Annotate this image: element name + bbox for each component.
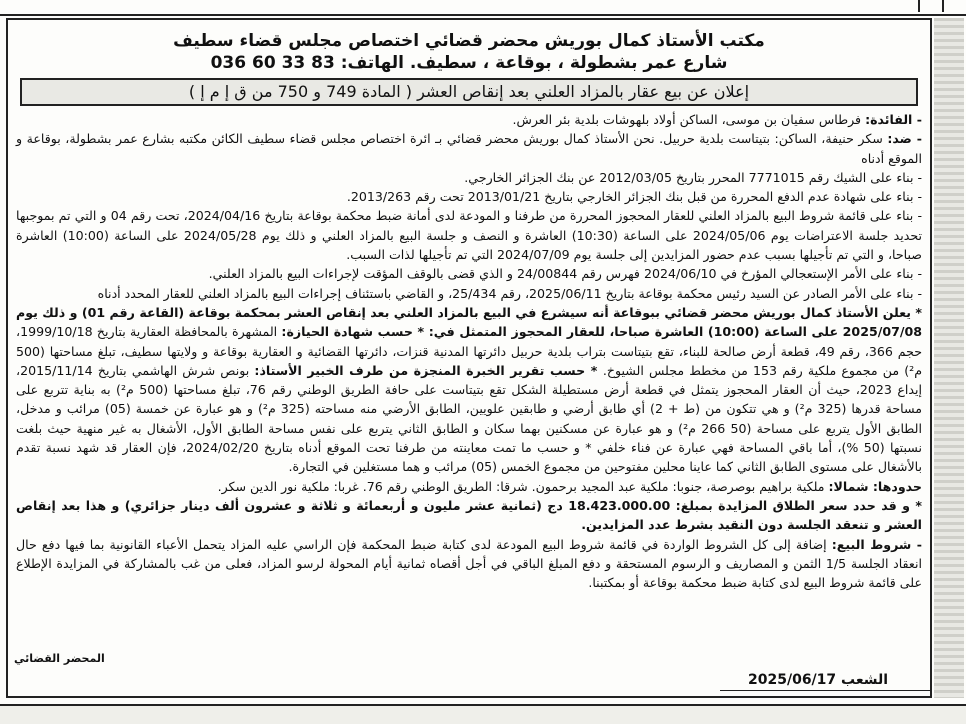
text-against: سكر حنيفة، الساكن: بتيتاست بلدية حربيل. نحن الأستاذ كمال بوريش محضر قضائي بـ ائرة اختصاص مجلس قضاء سطيف الكائن مكتبه بشارع عمر بشطولة، بوقاعة و الموقع أدناه: [16, 131, 922, 166]
announcement-frame: [6, 18, 932, 698]
paragraph-beneficiary: [16, 110, 922, 129]
label-against: - ضد:: [887, 131, 922, 147]
text-beneficiary: فرطاس سفيان بن موسى، الساكن أولاد بلهوشات بلدية بئر العرش.: [512, 112, 866, 127]
paragraph-boundaries: [16, 477, 922, 496]
paragraph-urgent-order: - بناء على الأمر الإستعجالي المؤرخ في 2024/06/10 فهرس رقم 24/00844 و الذي قضى بالوقف المؤقت لإجراءات البيع بالمزاد العلني.: [208, 266, 922, 282]
paragraph-sale-notice: [16, 303, 922, 477]
paragraph-cheque: - بناء على الشيك رقم 7771015 المحرر بتاريخ 2012/03/05 عن بنك الجزائر الخارجي.: [464, 169, 922, 185]
right-page-edge: [934, 18, 964, 698]
bottom-border-strip: [0, 704, 966, 724]
expert-report-text: بونص شرش الهاشمي بتاريخ 2015/11/14، إيداع 2023، حيث أن العقار المحجوز يتمثل في قطعة أرض مستطيلة الشكل تقع بتيتاست على حافة الطريق الوطني رقم 76، تبلغ مساحتها (500 م²) به بناية تتربع على مساحة قدرها (325 م²) و هي تتكون من (ط + 2) أي طابق أرضي و طابقين علويين، الطابق الأرضي منه مساحته (325 م²) و هو عبارة عن خمسة (05) مرائب و مدخل، الطابق الأول يتربع على مساحة (50 266 م²) و هو عبارة عن مسكنين بهما سكان و الطابق الثاني يتربع على نفس مساحة الطابق الأول، الأشغال به غير منهية حيث بلغت نسبتها (50 %)، أما باقي المساحة فهي عبارة عن فناء خلفي * و حسب ما تمت معاينته من طرفنا تحت الموقع أدناه بتاريخ 2024/02/20، فإن العقار قد شهد نسبة تقدم بالأشغال على مستوى الطابق الثاني كما عاينا محلين مفتوحين من مجموع الخمس (05) مرائب و هما مستغلين في التجارة.: [16, 362, 922, 475]
publication-date: الشعب 2025/06/17: [748, 672, 889, 688]
office-address: شارع عمر بشطولة ، بوقاعة ، سطيف. الهاتف: 83 33 60 036: [210, 53, 728, 73]
announcement-title-banner: إعلان عن بيع عقار بالمزاد العلني بعد إنقاص العشر ( المادة 749 و 750 من ق إ م إ ): [20, 78, 918, 106]
expert-report-label: * حسب تقرير الخبرة المنجزة من طرف الخبير الأستاذ:: [254, 362, 603, 378]
label-boundaries: حدودها: شمالا:: [828, 478, 922, 494]
label-beneficiary: - الفائدة:: [865, 112, 922, 127]
text-sale-terms: إضافة إلى كل الشروط الواردة في قائمة شروط البيع المودعة لدى كتابة ضبط المحكمة فإن الراسي عليه المزاد يتحمل الأعباء القانونية بما فيها دفع حال انعقاد الجلسة 1/5 الثمن و المصاريف و الرسوم المستحقة و دفع المبلغ الباقي في أجل أقصاه ثمانية أيام المحولة لرسو المزاد، فعلى من غب بالمشاركة في المزايدة الإطلاع على قائمة شروط البيع لدى كتابة ضبط محكمة بوقاعة أو بمكتبنا.: [16, 536, 922, 591]
paragraph-nonpayment: - بناء على شهادة عدم الدفع المحررة من قبل بنك الجزائر الخارجي بتاريخ 2013/01/21 تحت رقم 2013/263.: [346, 189, 922, 205]
announcement-header: [8, 20, 930, 74]
top-border-mark: [918, 0, 944, 12]
paragraph-court-order: - بناء على الأمر الصادر عن السيد رئيس محكمة بوقاعة بتاريخ 2025/06/11، رقم 25/434، و القاضي باستئناف إجراءات البيع بالمزاد العلني للعقار المحدد أدناه: [97, 285, 922, 301]
text-boundaries: ملكية براهيم بوصرصة، جنوبا: ملكية عبد المجيد برحمون. شرقا: الطريق الوطني رقم 76. غربا: ملكية نور الدين سكر.: [217, 478, 829, 494]
paragraph-price: * و قد حدد سعر الطلاق المزايدة بمبلغ: 18.423.000.00 دج (ثمانية عشر مليون و أربعمائة و ثلاثة و عشرون ألف دينار جزائري) و هذا بعد إنقاص العشر و تنعقد الجلسة دون النقيد بشرط عدد المزايدين.: [16, 497, 922, 533]
paragraph-conditions-list: - بناء على قائمة شروط البيع بالمزاد العلني للعقار المحجوز المحررة من طرفنا و المودعة لدى أمانة ضبط محكمة بوقاعة بتاريخ 2024/04/16، تحت رقم 04 و التي تم بموجبها تحديد جلسة الاعتراضات يوم 2024/05/06 على الساعة (10:30) العاشرة و النصف و جلسة البيع بالمزاد العلني و ذلك يوم 2024/05/28 على الساعة (10:00) العاشرة صباحا، و التي تم تأجيلها بسبب عدم حضور المزايدين إلى جلسة يوم 2024/07/09 التي تم تأجيلها لذات السبب.: [16, 208, 923, 263]
label-sale-terms: - شروط البيع:: [831, 536, 923, 552]
bailiff-signature: المحضر القضائي: [14, 652, 105, 665]
paragraph-sale-terms: [16, 535, 922, 593]
top-border-strip: [0, 0, 966, 16]
footer-rule: [720, 690, 930, 691]
sale-notice-bold: * يعلن الأستاذ كمال بوريش محضر قضائي ببوقاعة أنه سيشرع في البيع بالمزاد العلني بعد إنقاص العشر بمحكمة بوقاعة (القاعة رقم 01) و ذلك يوم 2025/07/08 على الساعة (10:00) العاشرة صباحا، للعقار المحجوز المتمثل في: * حسب شهادة الحيازة:: [16, 304, 922, 340]
announcement-body: [8, 106, 930, 592]
office-name: مكتب الأستاذ كمال بوريش محضر قضائي اختصاص مجلس قضاء سطيف: [173, 31, 765, 51]
paragraph-against: [16, 129, 922, 168]
sale-notice-text: المشهرة بالمحافظة العقارية بتاريخ 1999/10/18، حجم 366، رقم 49، قطعة أرض صالحة للبناء، تقع بتيتاست بتراب بلدية حربيل دائرتها المدنية قنزات، دائرتها القضائية و العقارية بوقاعة و ولايتها سطيف، تبلغ مساحتها (500 م²) من مجموع ملكية رقم 153 من مخطط مجلس الشيوخ.: [16, 324, 923, 378]
